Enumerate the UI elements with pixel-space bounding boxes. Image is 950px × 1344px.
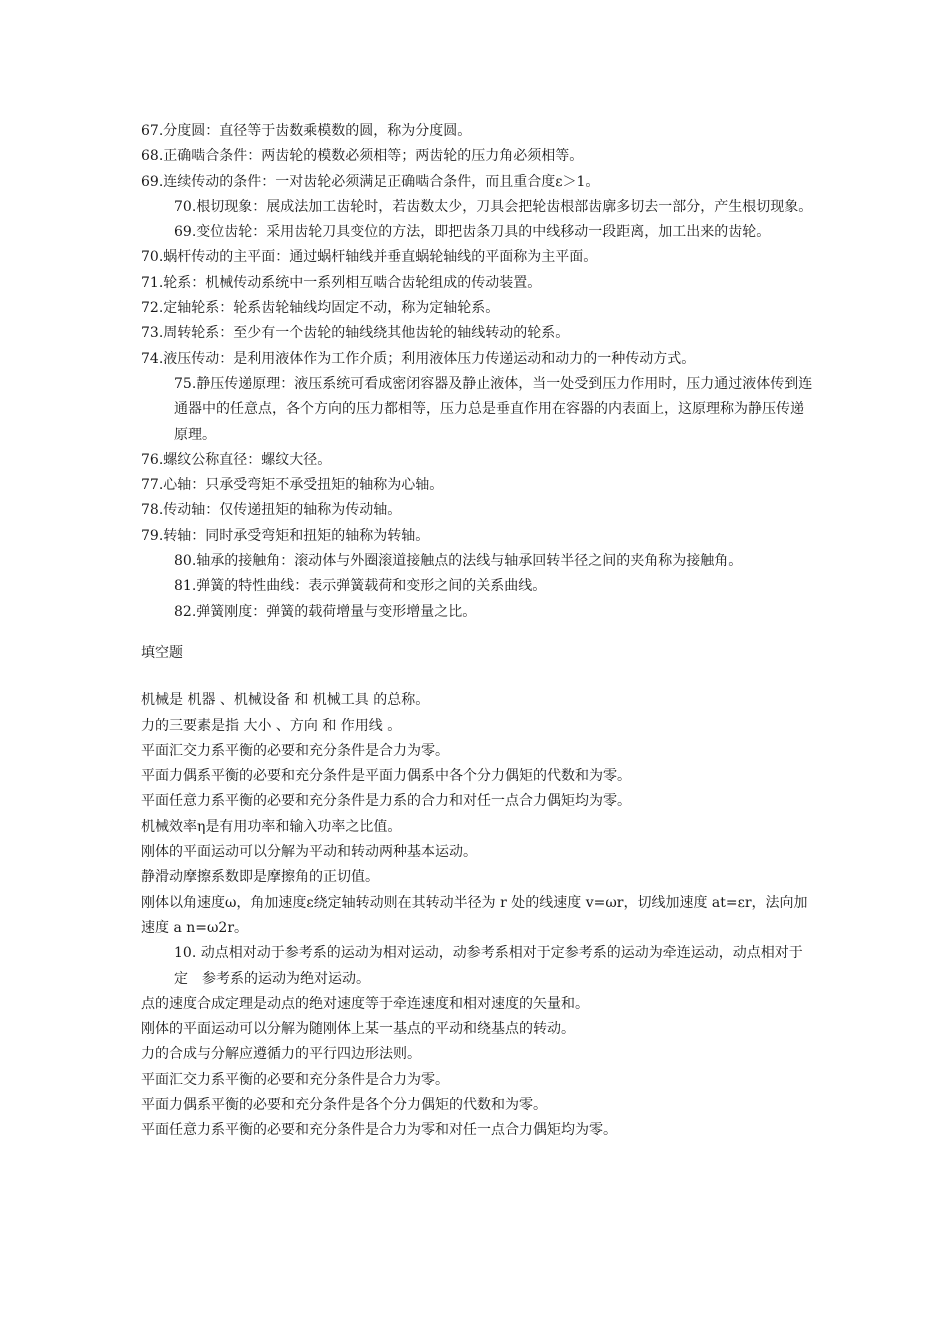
fill-in-item: 平面任意力系平衡的必要和充分条件是力系的合力和对任一点合力偶矩均为零。	[141, 793, 631, 810]
definition-item: 77.心轴：只承受弯矩不承受扭矩的轴称为心轴。	[141, 477, 444, 494]
document-body	[141, 119, 813, 1144]
fill-in-item: 平面汇交力系平衡的必要和充分条件是合力为零。	[141, 742, 449, 759]
fill-in-item: 刚体的平面运动可以分解为随刚体上某一基点的平动和绕基点的转动。	[141, 1021, 575, 1038]
fill-in-item: 机械效率η是有用功率和输入功率之比值。	[141, 818, 402, 835]
fill-in-item: 10. 动点相对动于参考系的运动为相对运动，动参考系相对于定参考系的运动为牵连运动，动点相对于定 参考系的运动为绝对运动。	[174, 945, 803, 987]
fill-in-item: 平面任意力系平衡的必要和充分条件是合力为零和对任一点合力偶矩均为零。	[141, 1122, 617, 1139]
definition-item: 69.连续传动的条件：一对齿轮必须满足正确啮合条件，而且重合度ε＞1。	[141, 173, 600, 190]
definition-item: 74.液压传动：是利用液体作为工作介质；利用液体压力传递运动和动力的一种传动方式。	[141, 350, 696, 367]
fill-in-item: 静滑动摩擦系数即是摩擦角的正切值。	[141, 869, 379, 886]
section-title: 填空题	[141, 644, 183, 661]
definition-item: 79.转轴：同时承受弯矩和扭矩的轴称为转轴。	[141, 527, 430, 544]
fill-in-item: 力的合成与分解应遵循力的平行四边形法则。	[141, 1046, 421, 1063]
definition-item: 72.定轴轮系：轮系齿轮轴线均固定不动，称为定轴轮系。	[141, 300, 500, 317]
definition-item: 80.轴承的接触角：滚动体与外圈滚道接触点的法线与轴承回转半径之间的夹角称为接触角。	[174, 553, 743, 570]
definition-item: 70.根切现象：展成法加工齿轮时，若齿数太少，刀具会把轮齿根部齿廓多切去一部分，产生根切现象。	[174, 198, 813, 215]
fill-in-item: 平面汇交力系平衡的必要和充分条件是合力为零。	[141, 1071, 449, 1088]
definition-item: 68.正确啮合条件：两齿轮的模数必须相等；两齿轮的压力角必须相等。	[141, 148, 584, 165]
spacer	[141, 625, 813, 641]
fill-in-item: 平面力偶系平衡的必要和充分条件是平面力偶系中各个分力偶矩的代数和为零。	[141, 768, 631, 785]
definition-item: 71.轮系：机械传动系统中一系列相互啮合齿轮组成的传动装置。	[141, 274, 542, 291]
spacer	[141, 666, 813, 688]
fill-in-item: 机械是 机器 、机械设备 和 机械工具 的总称。	[141, 692, 430, 709]
fill-in-item: 刚体以角速度ω，角加速度ε绕定轴转动则在其转动半径为 r 处的线速度 v=ωr，切线加速度 at=εr，法向加速度 a n=ω2r。	[141, 894, 808, 936]
definition-item: 69.变位齿轮：采用齿轮刀具变位的方法，即把齿条刀具的中线移动一段距离，加工出来的齿轮。	[174, 224, 771, 241]
definition-item: 82.弹簧刚度：弹簧的载荷增量与变形增量之比。	[174, 603, 477, 620]
definition-item: 70.蜗杆传动的主平面：通过蜗杆轴线并垂直蜗轮轴线的平面称为主平面。	[141, 249, 598, 266]
definition-item: 75.静压传递原理：液压系统可看成密闭容器及静止液体，当一处受到压力作用时，压力通过液体传到连通器中的任意点，各个方向的压力都相等，压力总是垂直作用在容器的内表面上，这原理称为静压传递原理。	[174, 375, 813, 443]
definition-item: 73.周转轮系：至少有一个齿轮的轴线绕其他齿轮的轴线转动的轮系。	[141, 325, 570, 342]
definition-item: 78.传动轴：仅传递扭矩的轴称为传动轴。	[141, 502, 402, 519]
definition-item: 81.弹簧的特性曲线：表示弹簧载荷和变形之间的关系曲线。	[174, 578, 547, 595]
definition-item: 76.螺纹公称直径：螺纹大径。	[141, 451, 332, 468]
fill-in-item: 点的速度合成定理是动点的绝对速度等于牵连速度和相对速度的矢量和。	[141, 995, 589, 1012]
fill-in-item: 力的三要素是指 大小 、方向 和 作用线 。	[141, 717, 402, 734]
fill-in-item: 平面力偶系平衡的必要和充分条件是各个分力偶矩的代数和为零。	[141, 1096, 547, 1113]
definition-item: 67.分度圆：直径等于齿数乘模数的圆，称为分度圆。	[141, 123, 472, 139]
fill-in-item: 刚体的平面运动可以分解为平动和转动两种基本运动。	[141, 844, 477, 861]
